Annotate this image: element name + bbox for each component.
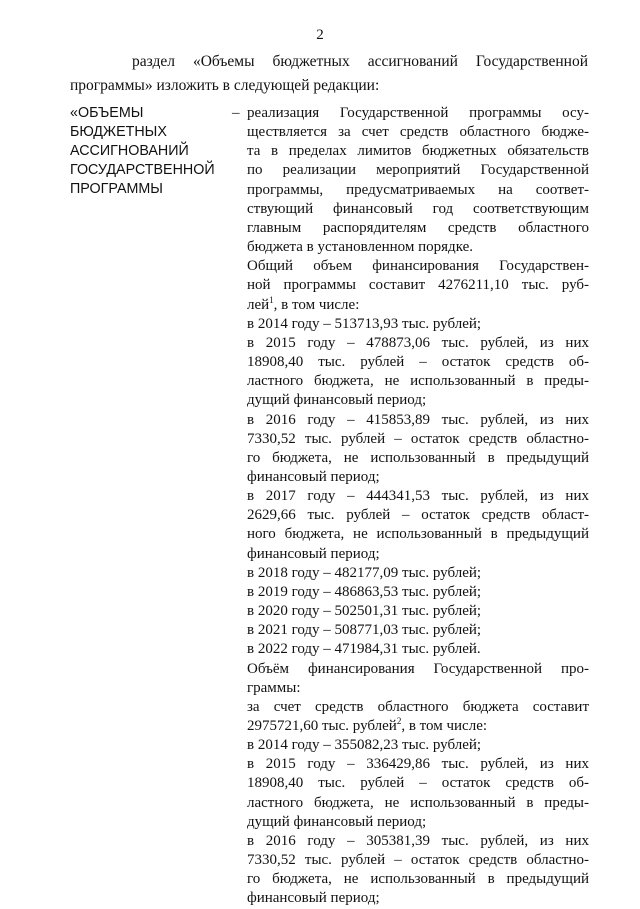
text-fragment: лей xyxy=(247,296,270,313)
year-item: в 2014 году – 355082,23 тыс. рублей; xyxy=(247,737,482,754)
year-item: в 2018 году – 482177,09 тыс. рублей; xyxy=(247,564,482,581)
heading-line: «ОБЪЕМЫ xyxy=(70,105,144,121)
text-line: ного бюджета, не использованный в предыдущий xyxy=(247,526,589,543)
heading-line: ПРОГРАММЫ xyxy=(70,180,163,197)
footnote-mark-2: 2 xyxy=(396,716,402,726)
text-line: ластного бюджета, не использованный в преды- xyxy=(247,794,589,811)
year-item: в 2021 году – 508771,03 тыс. рублей; xyxy=(247,622,482,639)
text-line: Общий объем финансирования Государствен- xyxy=(247,258,589,275)
year-item: в 2019 году – 486863,53 тыс. рублей; xyxy=(247,583,482,600)
text-line: финансовый период; xyxy=(247,545,380,562)
text-fragment: 2975721,60 тыс. рублей xyxy=(247,718,397,734)
heading-line: АССИГНОВАНИЙ xyxy=(70,142,189,159)
text-line: реализация Государственной программы осу- xyxy=(247,105,589,121)
year-item: в 2016 году – 415853,89 тыс. рублей, из них xyxy=(247,411,589,428)
text-line xyxy=(247,296,589,315)
text-line: ной программы составит 4276211,10 тыс. руб- xyxy=(247,277,589,294)
text-line: ствующий финансовый год соответствующим xyxy=(247,200,589,217)
page-number: 2 xyxy=(316,27,324,43)
text-line: 18908,40 тыс. рублей – остаток средств об- xyxy=(247,775,589,792)
text-fragment: , в том числе: xyxy=(273,296,360,313)
text-line: финансовый период; xyxy=(247,468,380,485)
text-line: главным распорядителям средств областного xyxy=(247,219,589,236)
text-line: дущий финансовый период; xyxy=(247,813,427,830)
text-line: го бюджета, не использованный в предыдущий xyxy=(247,871,589,888)
text-fragment: , в том числе: xyxy=(401,718,488,734)
year-item: в 2022 году – 471984,31 тыс. рублей. xyxy=(247,641,481,658)
text-line: го бюджета, не использованный в предыдущий xyxy=(247,449,589,466)
text-line: по реализации мероприятий Государственной xyxy=(247,162,589,179)
text-line xyxy=(247,717,589,736)
text-line: 18908,40 тыс. рублей – остаток средств об- xyxy=(247,354,589,371)
text-line: 2629,66 тыс. рублей – остаток средств област- xyxy=(247,507,589,524)
year-item: в 2016 году – 305381,39 тыс. рублей, из них xyxy=(247,832,589,849)
text-line: за счет средств областного бюджета составит xyxy=(247,698,589,715)
year-item: в 2015 году – 478873,06 тыс. рублей, из них xyxy=(247,334,589,351)
footnote-mark-1: 1 xyxy=(269,294,274,305)
text-line: финансовый период; xyxy=(247,890,380,907)
year-item: в 2015 году – 336429,86 тыс. рублей, из них xyxy=(247,756,589,773)
section-content xyxy=(247,104,589,909)
text-line: дущий финансовый период; xyxy=(247,392,427,409)
year-item: в 2014 году – 513713,93 тыс. рублей; xyxy=(247,315,482,332)
text-line: программы, предусматриваемых на соответ- xyxy=(247,181,589,198)
text-line: ластного бюджета, не использованный в преды- xyxy=(247,373,589,390)
intro-line-2: программы» изложить в следующей редакции: xyxy=(70,77,380,94)
year-item: в 2017 году – 444341,53 тыс. рублей, из них xyxy=(247,488,589,505)
intro-line-1: раздел «Объемы бюджетных ассигнований Государственной xyxy=(132,53,588,70)
heading-line: ГОСУДАРСТВЕННОЙ xyxy=(70,161,215,178)
year-item: в 2020 году – 502501,31 тыс. рублей; xyxy=(247,603,482,620)
text-line: ществляется за счет средств областного бюдже- xyxy=(247,124,589,141)
text-line: 7330,52 тыс. рублей – остаток средств областно- xyxy=(247,430,589,447)
text-line: та в пределах лимитов бюджетных обязательств xyxy=(247,143,589,160)
dash-separator: – xyxy=(232,105,240,121)
text-line: бюджета в установленном порядке. xyxy=(247,239,474,256)
heading-line: БЮДЖЕТНЫХ xyxy=(70,123,167,140)
text-line: Объём финансирования Государственной про- xyxy=(247,660,589,677)
section-heading xyxy=(70,104,230,199)
text-line: граммы: xyxy=(247,679,301,696)
text-line: 7330,52 тыс. рублей – остаток средств областно- xyxy=(247,852,589,869)
